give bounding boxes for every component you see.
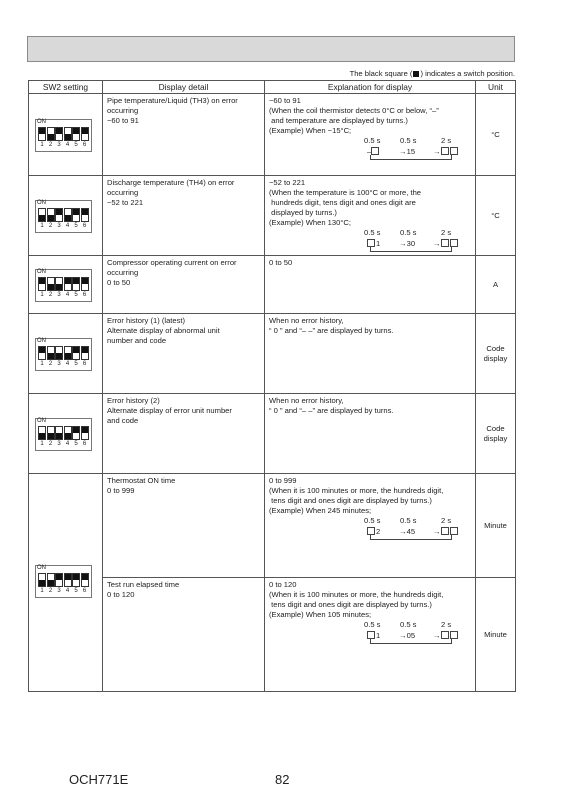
timing-interval: 2 s	[441, 620, 452, 629]
timing-value: →05	[399, 631, 416, 640]
dip-slot	[64, 346, 72, 360]
digit-box-icon	[441, 147, 449, 155]
table-header-row	[29, 81, 516, 94]
dip-number: 4	[65, 141, 70, 148]
dip-slot	[38, 573, 46, 587]
explanation-cell	[265, 314, 476, 394]
dip-slot	[64, 127, 72, 141]
dip-number: 1	[40, 587, 44, 594]
unit-cell: Minute	[476, 474, 516, 578]
dip-lever	[65, 278, 71, 284]
detail-line: Alternate display of error unit number	[107, 406, 232, 415]
dip-lever	[73, 427, 79, 433]
display-detail-cell	[103, 176, 265, 256]
dip-switch	[35, 119, 92, 151]
dip-number: 3	[57, 222, 61, 229]
table-row	[29, 256, 516, 314]
timing-interval: 2 s	[441, 228, 452, 237]
detail-line: Error history (2)	[107, 396, 160, 405]
page-number: 82	[275, 772, 290, 787]
unit-cell: Minute	[476, 578, 516, 692]
dip-slot	[81, 127, 89, 141]
detail-line: 0 to 999	[107, 486, 135, 495]
dip-slot	[64, 573, 72, 587]
dip-lever	[65, 574, 71, 580]
dip-lever	[65, 353, 71, 359]
detail-line: Alternate display of abnormal unit	[107, 326, 220, 335]
dip-number: 1	[40, 222, 44, 229]
explanation-line: (Example) When 130°C;	[269, 218, 351, 227]
detail-line: Test run elapsed time	[107, 580, 180, 589]
explanation-line: displayed by turns.)	[269, 208, 337, 217]
document-code: OCH771E	[69, 772, 129, 787]
dip-lever	[39, 128, 45, 134]
table-row	[29, 578, 516, 692]
explanation-line: 0 to 120	[269, 580, 297, 589]
digit-box-icon	[367, 527, 375, 535]
dip-slot	[81, 277, 89, 291]
dip-lever	[73, 128, 79, 134]
timing-diagram	[269, 228, 471, 252]
dip-lever	[56, 128, 62, 134]
dip-lever	[82, 427, 88, 433]
dip-lever	[48, 284, 54, 290]
dip-lever	[73, 347, 79, 353]
dip-on-label: ON	[37, 199, 46, 206]
dip-slot	[72, 573, 80, 587]
timing-value-text: →	[433, 631, 441, 640]
timing-diagram	[269, 516, 471, 540]
dip-slot	[47, 127, 55, 141]
sw2-setting-cell	[29, 94, 103, 176]
dip-slot	[64, 277, 72, 291]
dip-number: 6	[82, 222, 87, 229]
table-row	[29, 394, 516, 474]
timing-value-text: →	[433, 147, 441, 156]
timing-interval: 0.5 s	[400, 620, 417, 629]
detail-line: Compressor operating current on error	[107, 258, 237, 267]
detail-line: and code	[107, 416, 139, 425]
dip-number: 4	[65, 291, 70, 298]
dip-slot	[81, 346, 89, 360]
dip-slot	[55, 127, 63, 141]
explanation-line: 0 to 999	[269, 476, 297, 485]
detail-line: −60 to 91	[107, 116, 139, 125]
dip-number: 3	[57, 360, 61, 367]
black-square-icon	[413, 71, 419, 77]
detail-line: Error history (1) (latest)	[107, 316, 186, 325]
dip-switch	[35, 565, 92, 597]
dip-on-label: ON	[37, 417, 46, 424]
timing-interval: 0.5 s	[364, 620, 381, 629]
dip-lever	[56, 574, 62, 580]
sw2-setting-cell	[29, 314, 103, 394]
dip-slot	[55, 426, 63, 440]
note-text-before: The black square (	[349, 69, 413, 78]
dip-lever	[56, 353, 62, 359]
dip-slot	[55, 208, 63, 222]
dip-number: 1	[40, 360, 44, 367]
unit-cell: °C	[476, 94, 516, 176]
dip-number: 5	[74, 291, 78, 298]
dip-number: 3	[57, 587, 61, 594]
dip-slot	[72, 277, 80, 291]
dip-lever	[56, 209, 62, 215]
digit-box-icon	[450, 239, 458, 247]
detail-line: number and code	[107, 336, 167, 345]
dip-number: 2	[48, 141, 53, 148]
timing-value: →15	[399, 147, 416, 156]
dip-number: 6	[82, 141, 87, 148]
timing-value-text: 1	[376, 631, 381, 640]
explanation-cell	[265, 256, 476, 314]
explanation-line: When no error history,	[269, 316, 344, 325]
explanation-line: −60 to 91	[269, 96, 301, 105]
dip-number: 3	[57, 141, 61, 148]
dip-slot	[72, 208, 80, 222]
dip-lever	[39, 347, 45, 353]
dip-slot	[55, 277, 63, 291]
explanation-line: and temperature are displayed by turns.)	[269, 116, 408, 125]
dip-slot	[38, 208, 46, 222]
dip-switch	[35, 418, 92, 450]
dip-number: 4	[65, 587, 70, 594]
unit-cell: A	[476, 256, 516, 314]
detail-line: occurring	[107, 106, 139, 115]
header-bar	[27, 36, 515, 62]
sw2-setting-cell	[29, 394, 103, 474]
dip-slot	[81, 208, 89, 222]
explanation-line: (When it is 100 minutes or more, the hundreds digit,	[269, 590, 444, 599]
dip-lever	[48, 353, 54, 359]
timing-value-text: 2	[376, 527, 381, 536]
dip-lever	[82, 347, 88, 353]
dip-lever	[39, 433, 45, 439]
explanation-line: (When the coil thermistor detects 0°C or below, “–”	[269, 106, 439, 115]
dip-number: 2	[48, 440, 53, 447]
display-detail-cell	[103, 474, 265, 578]
dip-number: 5	[74, 360, 78, 367]
display-detail-cell	[103, 94, 265, 176]
timing-loop-line	[370, 639, 452, 644]
explanation-line: −52 to 221	[269, 178, 306, 187]
timing-interval: 0.5 s	[400, 228, 417, 237]
explanation-line: (When it is 100 minutes or more, the hundreds digit,	[269, 486, 444, 495]
timing-interval: 2 s	[441, 136, 452, 145]
explanation-line: (Example) When −15°C;	[269, 126, 352, 135]
dip-lever	[39, 580, 45, 586]
detail-line: 0 to 50	[107, 278, 131, 287]
explanation-line: (When the temperature is 100°C or more, the	[269, 188, 422, 197]
dip-number: 2	[48, 222, 53, 229]
dip-lever	[56, 433, 62, 439]
dip-switch	[35, 200, 92, 232]
timing-loop-line	[370, 247, 452, 252]
digit-box-icon	[441, 239, 449, 247]
timing-value: →30	[399, 239, 416, 248]
dip-number: 3	[57, 291, 61, 298]
dip-slot	[47, 346, 55, 360]
dip-on-label: ON	[37, 564, 46, 571]
dip-slot	[47, 208, 55, 222]
dip-number: 6	[82, 360, 87, 367]
explanation-line: When no error history,	[269, 396, 344, 405]
dip-slot	[38, 277, 46, 291]
explanation-line: (Example) When 105 minutes;	[269, 610, 372, 619]
dip-number: 6	[82, 291, 87, 298]
table-row	[29, 94, 516, 176]
dip-on-label: ON	[37, 268, 46, 275]
dip-number: 3	[57, 440, 61, 447]
detail-line: occurring	[107, 188, 139, 197]
dip-lever	[82, 574, 88, 580]
header-unit: Unit	[476, 81, 516, 94]
detail-line: 0 to 120	[107, 590, 135, 599]
explanation-line: (Example) When 245 minutes;	[269, 506, 372, 515]
detail-line: Pipe temperature/Liquid (TH3) on error	[107, 96, 238, 105]
switch-position-note	[350, 69, 515, 78]
explanation-cell	[265, 176, 476, 256]
note-text-after: ) indicates a switch position.	[420, 69, 515, 78]
dip-number: 4	[65, 222, 70, 229]
table-row	[29, 176, 516, 256]
dip-lever	[48, 433, 54, 439]
dip-slot	[38, 346, 46, 360]
dip-lever	[73, 574, 79, 580]
explanation-line: “ 0 ” and “– –” are displayed by turns.	[269, 326, 394, 335]
dip-number: 5	[74, 440, 78, 447]
digit-box-icon	[371, 147, 379, 155]
digit-box-icon	[450, 631, 458, 639]
dip-lever	[39, 215, 45, 221]
display-detail-cell	[103, 314, 265, 394]
dip-lever	[48, 580, 54, 586]
explanation-line: tens digit and ones digit are displayed by turns.)	[269, 496, 432, 505]
dip-number: 2	[48, 360, 53, 367]
dip-switch	[35, 338, 92, 370]
dip-slot	[38, 426, 46, 440]
display-detail-cell	[103, 578, 265, 692]
timing-interval: 0.5 s	[364, 136, 381, 145]
dip-number: 1	[40, 141, 44, 148]
digit-box-icon	[441, 527, 449, 535]
dip-lever	[48, 134, 54, 140]
explanation-cell	[265, 94, 476, 176]
timing-interval: 2 s	[441, 516, 452, 525]
dip-lever	[82, 128, 88, 134]
dip-lever	[65, 134, 71, 140]
dip-lever	[65, 215, 71, 221]
digit-box-icon	[367, 239, 375, 247]
detail-line: occurring	[107, 268, 139, 277]
unit-cell: Code display	[476, 314, 516, 394]
dip-slot	[47, 426, 55, 440]
timing-loop-line	[370, 155, 452, 160]
dip-slot	[47, 573, 55, 587]
explanation-cell	[265, 394, 476, 474]
digit-box-icon	[450, 147, 458, 155]
dip-lever	[82, 278, 88, 284]
dip-number: 6	[82, 440, 87, 447]
display-table	[28, 80, 516, 692]
timing-value-text: →	[433, 527, 441, 536]
dip-number: 6	[82, 587, 87, 594]
sw2-setting-cell	[29, 474, 103, 692]
digit-box-icon	[367, 631, 375, 639]
explanation-line: tens digit and ones digit are displayed by turns.)	[269, 600, 432, 609]
dip-number: 5	[74, 141, 78, 148]
dip-lever	[48, 215, 54, 221]
table-row	[29, 314, 516, 394]
dip-slot	[72, 346, 80, 360]
explanation-line: hundreds digit, tens digit and ones digit are	[269, 198, 416, 207]
unit-cell: °C	[476, 176, 516, 256]
dip-switch	[35, 269, 92, 301]
header-sw2-setting: SW2 setting	[29, 81, 103, 94]
dip-lever	[39, 278, 45, 284]
dip-slot	[64, 208, 72, 222]
display-detail-cell	[103, 394, 265, 474]
dip-number: 1	[40, 440, 44, 447]
dip-on-label: ON	[37, 337, 46, 344]
explanation-line: “ 0 ” and “– –” are displayed by turns.	[269, 406, 394, 415]
sw2-setting-cell	[29, 256, 103, 314]
dip-slot	[55, 346, 63, 360]
explanation-cell	[265, 578, 476, 692]
timing-interval: 0.5 s	[364, 228, 381, 237]
timing-interval: 0.5 s	[400, 516, 417, 525]
dip-slot	[55, 573, 63, 587]
detail-line: −52 to 221	[107, 198, 144, 207]
dip-slot	[81, 573, 89, 587]
dip-lever	[73, 209, 79, 215]
timing-value-text: →	[433, 239, 441, 248]
explanation-line: 0 to 50	[269, 258, 293, 267]
dip-lever	[73, 278, 79, 284]
dip-number: 5	[74, 222, 78, 229]
timing-interval: 0.5 s	[364, 516, 381, 525]
sw2-setting-cell	[29, 176, 103, 256]
dip-number: 2	[48, 587, 53, 594]
dip-slot	[64, 426, 72, 440]
dip-lever	[56, 284, 62, 290]
dip-slot	[72, 127, 80, 141]
dip-number: 5	[74, 587, 78, 594]
dip-lever	[82, 209, 88, 215]
timing-loop-line	[370, 535, 452, 540]
explanation-cell	[265, 474, 476, 578]
dip-number: 1	[40, 291, 44, 298]
table-row	[29, 474, 516, 578]
timing-value-text: –	[367, 147, 372, 156]
timing-interval: 0.5 s	[400, 136, 417, 145]
dip-slot	[38, 127, 46, 141]
unit-cell: Code display	[476, 394, 516, 474]
timing-diagram	[269, 136, 471, 160]
dip-number: 4	[65, 440, 70, 447]
dip-number: 4	[65, 360, 70, 367]
dip-lever	[65, 433, 71, 439]
digit-box-icon	[450, 527, 458, 535]
dip-on-label: ON	[37, 118, 46, 125]
header-explanation: Explanation for display	[265, 81, 476, 94]
dip-number: 2	[48, 291, 53, 298]
timing-value-text: 1	[376, 239, 381, 248]
detail-line: Discharge temperature (TH4) on error	[107, 178, 235, 187]
timing-value: →45	[399, 527, 416, 536]
timing-diagram	[269, 620, 471, 644]
header-display-detail: Display detail	[103, 81, 265, 94]
dip-slot	[72, 426, 80, 440]
dip-slot	[47, 277, 55, 291]
detail-line: Thermostat ON time	[107, 476, 176, 485]
dip-slot	[81, 426, 89, 440]
display-detail-cell	[103, 256, 265, 314]
digit-box-icon	[441, 631, 449, 639]
